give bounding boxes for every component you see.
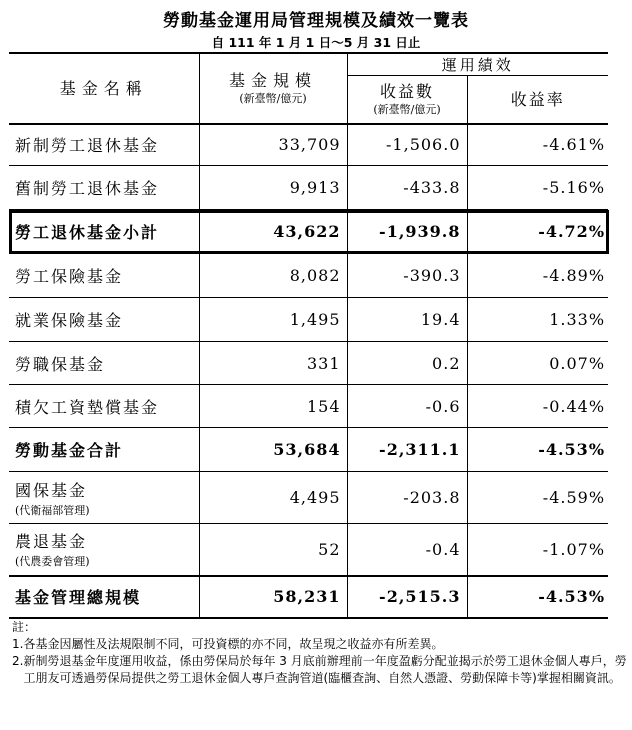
fund-name: 國保基金 bbox=[15, 480, 88, 500]
table-row bbox=[9, 254, 608, 298]
fund-name: 勞工退休基金小計 bbox=[9, 210, 199, 254]
header-income bbox=[347, 76, 467, 124]
fund-name: 就業保險基金 bbox=[9, 298, 199, 342]
fund-rate: -4.89% bbox=[467, 254, 608, 298]
header-performance: 運用績效 bbox=[347, 53, 608, 76]
header-income-label: 收益數 bbox=[379, 82, 434, 102]
fund-managed-note: (代衛福部管理) bbox=[15, 503, 90, 517]
fund-size: 4,495 bbox=[199, 472, 347, 524]
fund-income: -2,311.1 bbox=[347, 428, 467, 472]
footnote-label: 註： bbox=[12, 620, 37, 634]
fund-rate: -5.16% bbox=[467, 166, 608, 210]
footnote-index: 1. bbox=[12, 637, 24, 651]
footnote-index: 2. bbox=[12, 654, 24, 668]
fund-income: -0.4 bbox=[347, 524, 467, 576]
fund-income: -203.8 bbox=[347, 472, 467, 524]
fund-size: 154 bbox=[199, 385, 347, 428]
footnote-item bbox=[12, 636, 627, 653]
fund-name: 基金管理總規模 bbox=[9, 576, 199, 618]
date-range: 自 111 年 1 月 1 日～5 月 31 日止 bbox=[211, 35, 421, 50]
fund-size: 53,684 bbox=[199, 428, 347, 472]
fund-size: 1,495 bbox=[199, 298, 347, 342]
fund-income: -0.6 bbox=[347, 385, 467, 428]
fund-rate: 1.33% bbox=[467, 298, 608, 342]
page-title: 勞動基金運用局管理規模及績效一覽表 bbox=[163, 11, 469, 31]
header-fund-size bbox=[199, 53, 347, 124]
fund-income: -1,506.0 bbox=[347, 124, 467, 166]
fund-income: -390.3 bbox=[347, 254, 467, 298]
fund-size: 52 bbox=[199, 524, 347, 576]
fund-name: 勞職保基金 bbox=[9, 342, 199, 385]
fund-rate: -4.61% bbox=[467, 124, 608, 166]
table-row bbox=[9, 472, 608, 524]
fund-income: -1,939.8 bbox=[347, 210, 467, 254]
table-row-grand-total bbox=[9, 576, 608, 618]
fund-income: 19.4 bbox=[347, 298, 467, 342]
fund-income: 0.2 bbox=[347, 342, 467, 385]
table-row bbox=[9, 342, 608, 385]
table-row bbox=[9, 524, 608, 576]
fund-size: 8,082 bbox=[199, 254, 347, 298]
fund-rate: 0.07% bbox=[467, 342, 608, 385]
fund-managed-note: (代農委會管理) bbox=[15, 555, 90, 569]
table-row bbox=[9, 166, 608, 210]
footnotes bbox=[12, 619, 627, 687]
table-row-total bbox=[9, 428, 608, 472]
footnote-text: 新制勞退基金年度運用收益，係由勞保局於每年 3 月底前辦理前一年度盈虧分配並揭示於勞工退休金個人專戶，勞工朋友可透過勞保局提供之勞工退休金個人專戶查詢管道(臨櫃查詢、自然人憑證、勞動保障卡等)掌握相關資訊。 bbox=[23, 654, 627, 685]
fund-rate: -0.44% bbox=[467, 385, 608, 428]
fund-name: 勞動基金合計 bbox=[9, 428, 199, 472]
fund-table bbox=[9, 52, 608, 619]
header-income-unit: (新臺幣/億元) bbox=[373, 103, 441, 117]
table-row bbox=[9, 298, 608, 342]
fund-rate: -4.72% bbox=[467, 210, 608, 254]
fund-name-cell bbox=[9, 524, 199, 576]
fund-size: 9,913 bbox=[199, 166, 347, 210]
fund-name: 勞工保險基金 bbox=[9, 254, 199, 298]
fund-size: 58,231 bbox=[199, 576, 347, 618]
header-fund-size-label: 基金規模 bbox=[228, 71, 317, 91]
table-row-subtotal bbox=[9, 210, 608, 254]
fund-name: 積欠工資墊償基金 bbox=[9, 385, 199, 428]
fund-size: 331 bbox=[199, 342, 347, 385]
fund-income: -433.8 bbox=[347, 166, 467, 210]
fund-name: 新制勞工退休基金 bbox=[9, 124, 199, 166]
fund-rate: -4.59% bbox=[467, 472, 608, 524]
fund-size: 43,622 bbox=[199, 210, 347, 254]
table-row bbox=[9, 124, 608, 166]
fund-size: 33,709 bbox=[199, 124, 347, 166]
fund-rate: -1.07% bbox=[467, 524, 608, 576]
header-fund-size-unit: (新臺幣/億元) bbox=[239, 92, 307, 106]
fund-name: 舊制勞工退休基金 bbox=[9, 166, 199, 210]
header-return-rate: 收益率 bbox=[467, 76, 608, 124]
footnote-item bbox=[12, 653, 627, 687]
footnote-text: 各基金因屬性及法規限制不同，可投資標的亦不同，故呈現之收益亦有所差異。 bbox=[23, 637, 444, 651]
table-row bbox=[9, 385, 608, 428]
header-fund-name: 基金名稱 bbox=[9, 53, 199, 124]
fund-name-cell bbox=[9, 472, 199, 524]
fund-name: 農退基金 bbox=[15, 532, 88, 552]
fund-rate: -4.53% bbox=[467, 576, 608, 618]
fund-income: -2,515.3 bbox=[347, 576, 467, 618]
fund-rate: -4.53% bbox=[467, 428, 608, 472]
